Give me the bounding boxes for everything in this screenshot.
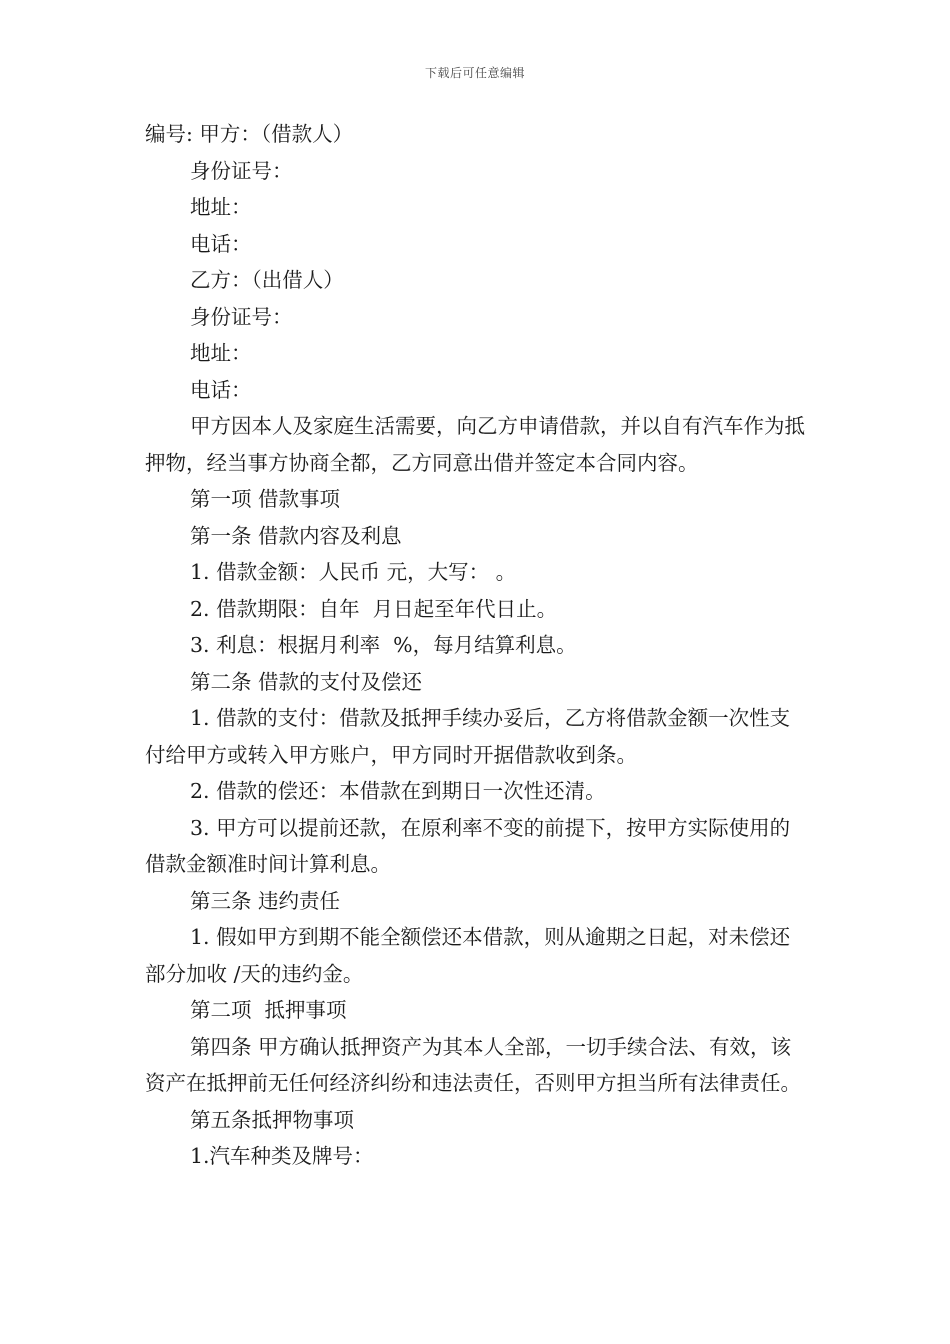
party-a-phone: 电话： [190, 231, 252, 256]
contract-number-and-party-a: 编号: 甲方：（借款人） [145, 122, 354, 146]
article-5-heading: 第五条抵押物事项 [190, 1107, 354, 1132]
article-2-heading: 第二条 借款的支付及偿还 [190, 669, 423, 694]
section-heading-mortgage: 第二项 抵押事项 [190, 998, 347, 1022]
preamble-paragraph: 甲方因本人及家庭生活需要，向乙方申请借款，并以自有汽车作为抵押物，经当事方协商全都，乙方同意出借并签定本合同内容。 [145, 414, 805, 475]
article-2-item-2: 2. 借款的偿还：本借款在到期日一次性还清。 [190, 779, 606, 803]
article-1-heading: 第一条 借款内容及利息 [190, 523, 402, 548]
party-a-id-number: 身份证号： [190, 158, 293, 183]
article-3-heading: 第三条 违约责任 [190, 888, 341, 913]
article-3-item-1: 1. 假如甲方到期不能全额偿还本借款，则从逾期之日起，对未偿还部分加收 /天的违约金。 [145, 925, 791, 986]
article-1-item-2: 2. 借款期限：自年 月日起至年代日止。 [190, 596, 558, 621]
article-5-item-1: 1.汽车种类及牌号： [190, 1144, 374, 1168]
party-a-address: 地址： [190, 195, 252, 219]
article-1-item-3: 3. 利息：根据月利率 %，每月结算利息。 [190, 633, 577, 657]
article-1-item-1: 1. 借款金额：人民币 元，大写： 。 [190, 560, 517, 584]
article-4-paragraph: 第四条 甲方确认抵押资产为其本人全部，一切手续合法、有效，该资产在抵押前无任何经济纠纷和违法责任，否则甲方担当所有法律责任。 [145, 1034, 801, 1095]
section-heading-loan: 第一项 借款事项 [190, 487, 341, 511]
page-header-note: 下载后可任意编辑 [424, 66, 525, 80]
party-b-address: 地址： [190, 341, 252, 365]
party-b-label: 乙方：（出借人） [190, 268, 344, 292]
party-b-id-number: 身份证号： [190, 304, 293, 329]
article-2-item-1: 1. 借款的支付：借款及抵押手续办妥后，乙方将借款金额一次性支付给甲方或转入甲方账户，甲方同时开据借款收到条。 [145, 706, 791, 767]
article-2-item-3: 3. 甲方可以提前还款，在原利率不变的前提下，按甲方实际使用的借款金额准时间计算利息。 [145, 815, 791, 876]
document-body [145, 116, 810, 1175]
party-b-phone: 电话： [190, 377, 252, 402]
